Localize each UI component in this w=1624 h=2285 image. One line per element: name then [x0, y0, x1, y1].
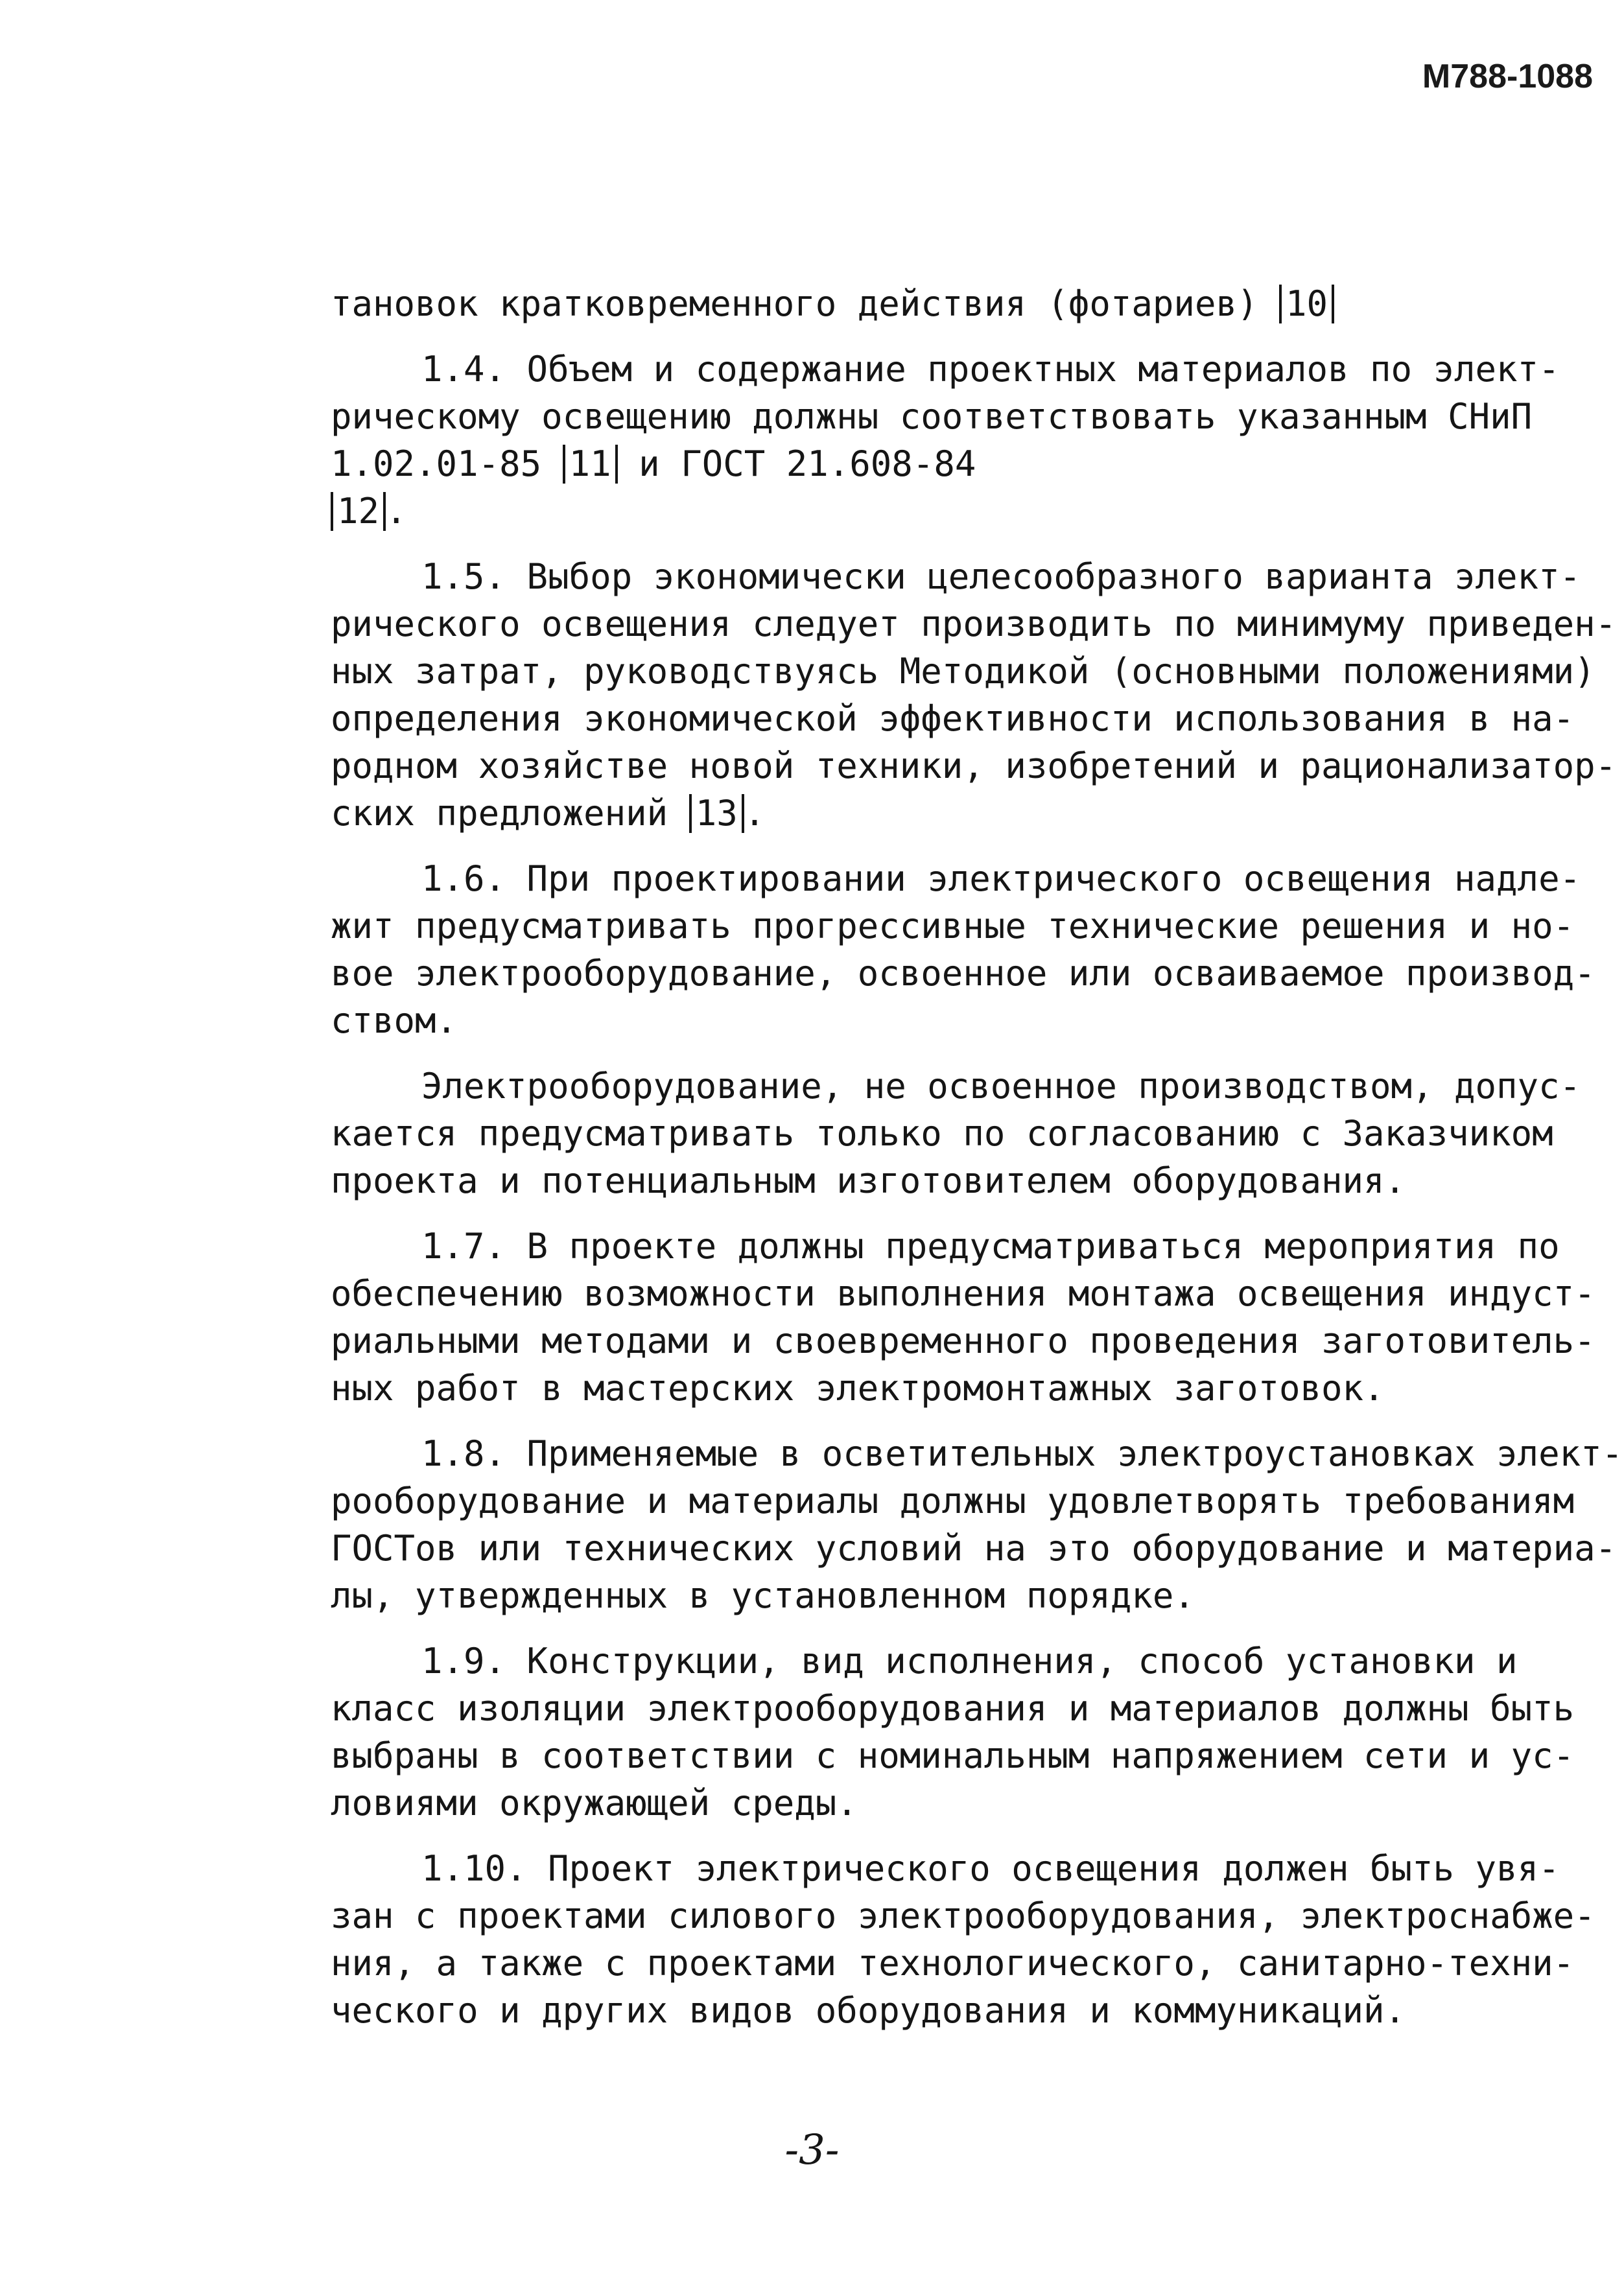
text-line	[331, 742, 1617, 790]
page-number: -3-	[784, 2126, 840, 2174]
line-text: 1.02.01-85	[331, 443, 563, 484]
text-line	[331, 487, 1575, 535]
text-line	[331, 440, 1575, 487]
reference-marker: 11	[563, 445, 618, 484]
line-text: 1.6. При проектировании электрического освещения надле-	[421, 858, 1581, 899]
text-line	[331, 1572, 1575, 1619]
line-text: рооборудование и материалы должны удовлетворять требованиям	[331, 1481, 1575, 1521]
line-text: вое электрооборудование, освоенное или осваиваемое производ-	[331, 953, 1595, 994]
line-text: рическому освещению должны соответствовать указанным СНиП	[331, 396, 1533, 437]
line-text: кается предусматривать только по согласованию с Заказчиком	[331, 1113, 1553, 1154]
line-text: риальными методами и своевременного проведения заготовитель-	[331, 1320, 1595, 1361]
text-line	[331, 1637, 1575, 1685]
paragraph	[331, 280, 1575, 327]
text-line	[331, 553, 1581, 600]
text-line	[331, 1270, 1595, 1317]
text-line	[331, 648, 1595, 695]
paragraph	[331, 1430, 1623, 1619]
paragraph	[331, 1223, 1595, 1412]
line-text: тановок кратковременного действия (фотариев)	[331, 283, 1279, 324]
line-text-tail: .	[744, 793, 766, 834]
line-text: класс изоляции электрооборудования и материалов должны быть	[331, 1688, 1575, 1729]
paragraph	[331, 1062, 1581, 1204]
line-text: 1.4. Объем и содержание проектных материалов по элект-	[421, 349, 1560, 390]
line-text: ловиями окружающей среды.	[331, 1783, 858, 1823]
line-text-tail: .	[386, 491, 407, 532]
text-line	[331, 1987, 1575, 2034]
line-text: ГОСТов или технических условий на это оборудование и материа-	[331, 1528, 1617, 1569]
text-line	[331, 1732, 1575, 1779]
line-text: ных работ в мастерских электромонтажных заготовок.	[331, 1368, 1385, 1409]
line-text: ных затрат, руководствуясь Методикой (основными положениями)	[331, 651, 1595, 692]
paragraph	[331, 855, 1595, 1044]
text-line	[331, 695, 1575, 742]
text-line	[331, 902, 1575, 950]
line-text: 1.10. Проект электрического освещения должен быть увя-	[421, 1848, 1560, 1889]
text-line	[331, 600, 1617, 648]
text-line	[331, 950, 1595, 997]
line-text: ния, а также с проектами технологического, санитарно-техни-	[331, 1943, 1575, 1984]
line-text: обеспечению возможности выполнения монтажа освещения индуст-	[331, 1273, 1595, 1314]
line-text: Электрооборудование, не освоенное производством, допус-	[421, 1066, 1581, 1107]
text-line	[331, 393, 1575, 440]
line-text: 1.8. Применяемые в осветительных электроустановках элект-	[421, 1433, 1623, 1474]
text-line	[331, 855, 1581, 902]
line-text: зан с проектами силового электрооборудования, электроснабже-	[331, 1895, 1595, 1936]
paragraph	[331, 1637, 1575, 1827]
text-line	[331, 997, 1575, 1044]
paragraph	[331, 346, 1575, 535]
text-line	[331, 1317, 1595, 1365]
line-text: ством.	[331, 1000, 458, 1041]
line-text: родном хозяйстве новой техники, изобретений и рационализатор-	[331, 745, 1617, 786]
text-line	[331, 1223, 1575, 1270]
paragraph	[331, 553, 1617, 837]
body-text	[331, 280, 1623, 2052]
text-line	[331, 280, 1575, 327]
text-line	[331, 1525, 1617, 1572]
document-code: М788-1088	[1422, 58, 1593, 95]
text-line	[331, 1779, 1575, 1827]
text-line	[331, 1939, 1575, 1987]
text-line	[331, 1845, 1575, 1892]
line-text: ских предложений	[331, 793, 689, 834]
line-text: выбраны в соответствии с номинальным напряжением сети и ус-	[331, 1735, 1575, 1776]
text-line	[331, 790, 1575, 837]
text-line	[331, 1477, 1575, 1525]
line-text: жит предусматривать прогрессивные технические решения и но-	[331, 906, 1575, 946]
text-line	[331, 1892, 1595, 1939]
line-text: 1.9. Конструкции, вид исполнения, способ установки и	[421, 1641, 1518, 1682]
reference-marker: 13	[689, 794, 744, 833]
line-text: 1.5. Выбор экономически целесообразного варианта элект-	[421, 556, 1581, 597]
text-line	[331, 1685, 1575, 1732]
line-text: определения экономической эффективности использования в на-	[331, 698, 1575, 739]
line-text: рического освещения следует производить по минимуму приведен-	[331, 603, 1617, 644]
text-line	[331, 1062, 1581, 1110]
line-text: лы, утвержденных в установленном порядке.	[331, 1575, 1195, 1616]
line-text: ческого и других видов оборудования и коммуникаций.	[331, 1990, 1406, 2031]
reference-marker: 12	[331, 492, 386, 531]
line-text-tail: и ГОСТ 21.608-84	[617, 443, 997, 484]
text-line	[331, 1430, 1623, 1477]
line-text: проекта и потенциальным изготовителем оборудования.	[331, 1160, 1406, 1201]
text-line	[331, 346, 1575, 393]
line-text: 1.7. В проекте должны предусматриваться мероприятия по	[421, 1226, 1560, 1267]
reference-marker: 10	[1279, 285, 1334, 323]
text-line	[331, 1110, 1575, 1157]
text-line	[331, 1157, 1575, 1204]
paragraph	[331, 1845, 1595, 2034]
text-line	[331, 1365, 1575, 1412]
